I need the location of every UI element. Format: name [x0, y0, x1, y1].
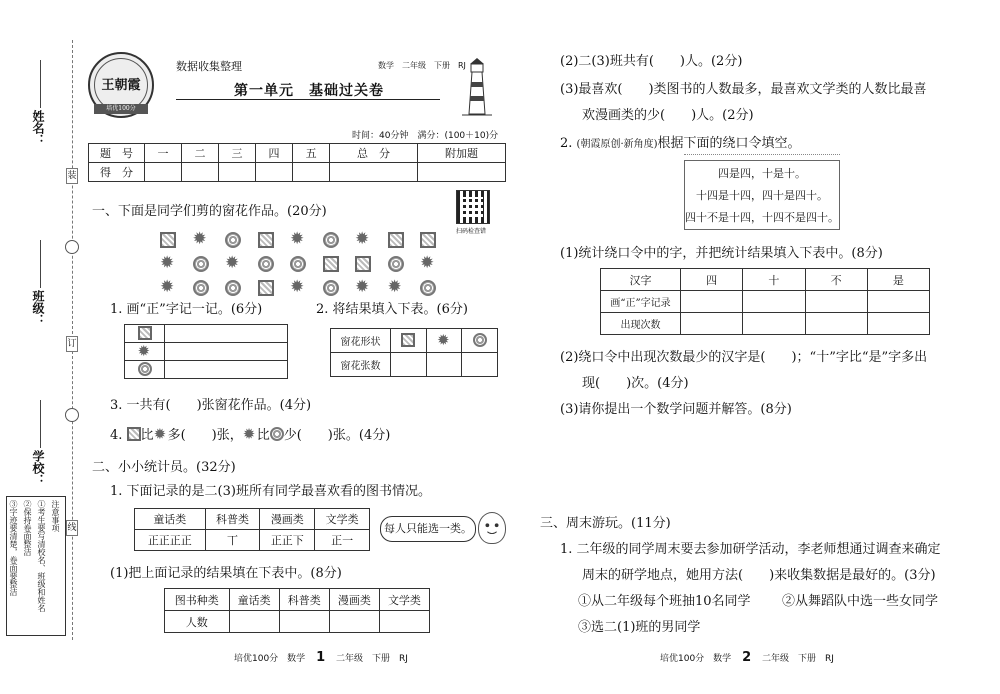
score-cell[interactable]: [182, 163, 219, 182]
tw-part2-line1: (2)绕口令中出现次数最少的汉字是( )；“十”字比“是”字多出: [560, 350, 928, 365]
record-value-row: [135, 530, 370, 551]
round-cut-icon: [225, 232, 241, 248]
count-shape-cell: [391, 329, 427, 353]
tw-part2-line2: 现( )次。(4分): [582, 376, 689, 391]
note-item: ③字迹要清楚，卷面要整洁: [9, 500, 18, 596]
score-row-label: 得 分: [89, 163, 145, 182]
square-cut-icon: [138, 326, 152, 340]
score-table: [88, 143, 506, 182]
fill-cell[interactable]: [279, 611, 329, 633]
footer-grade: 二年级 下册 RJ: [761, 654, 834, 664]
star-cut-icon: [243, 427, 257, 441]
seal-char: 线: [66, 520, 78, 536]
tw-header-cell: 不: [805, 269, 867, 291]
square-cut-icon: [401, 333, 415, 347]
score-header-cell: 总 分: [330, 144, 418, 163]
square-cut-icon: [258, 232, 274, 248]
record-header-cell: 童话类: [135, 509, 206, 530]
q3-option-3: ③选二(1)班的男同学: [578, 620, 701, 635]
tongue-twister-table: [600, 268, 930, 335]
record-header-cell: 科普类: [205, 509, 260, 530]
school-label: 学校：: [31, 450, 45, 486]
fill-header-cell: 文学类: [379, 589, 429, 611]
fill-header-row: [165, 589, 430, 611]
round-cut-icon: [323, 232, 339, 248]
unit-subtitle: 数据收集整理: [176, 60, 242, 73]
fill-row-label: 人数: [165, 611, 230, 633]
seal-char: 订: [66, 336, 78, 352]
footer-right: [660, 650, 834, 665]
footer-left: [234, 650, 408, 665]
q1-sub4-num: 4.: [110, 428, 123, 443]
tw-cell[interactable]: [805, 291, 867, 313]
round-cut-icon: [193, 256, 209, 272]
binding-strip: [0, 0, 82, 694]
tw-header-cell: 四: [681, 269, 743, 291]
poem-line: 四是四，十是十。: [718, 167, 806, 180]
q2-sub2-text: 根据下面的绕口令填空。: [657, 136, 801, 151]
footer-brand: 培优100分 数学: [234, 654, 306, 664]
qr-code-icon[interactable]: [456, 190, 490, 224]
record-value-cell: 丅: [205, 530, 260, 551]
tally-shape-cell: [125, 325, 165, 343]
star-cut-icon: [138, 344, 152, 358]
round-cut-icon: [388, 256, 404, 272]
count-cell[interactable]: [462, 353, 498, 377]
round-cut-icon: [258, 256, 274, 272]
q2-part3-line2: 欢漫画类的少( )人。(2分): [582, 108, 754, 123]
q3-sub1-line1: 1. 二年级的同学周末要去参加研学活动，李老师想通过调查来确定: [560, 542, 941, 557]
q2-part2: (2)二(3)班共有( )人。(2分): [560, 54, 743, 69]
count-row: [331, 353, 498, 377]
tally-row: [125, 325, 288, 343]
book-fill-table: [164, 588, 430, 633]
record-header-cell: 漫画类: [260, 509, 315, 530]
school-field[interactable]: [40, 400, 41, 448]
q1-sub4-text: 多( )张，: [167, 428, 243, 443]
class-label: 班级：: [31, 290, 45, 326]
grade-info: 数学 二年级 下册 RJ: [378, 61, 466, 70]
fill-cell[interactable]: [329, 611, 379, 633]
grid-row: [160, 228, 436, 252]
star-cut-icon: [290, 232, 306, 248]
q1-sub4: [110, 424, 390, 443]
q2-sub2: [560, 132, 801, 151]
binding-hole: [65, 240, 79, 254]
score-row: [89, 163, 506, 182]
q1-sub4-text: 比: [140, 428, 154, 443]
score-cell[interactable]: [145, 163, 182, 182]
count-table: [330, 328, 498, 377]
q2-part3-line1: (3)最喜欢( )类图书的人数最多，最喜欢文学类的人数比最喜: [560, 82, 927, 97]
count-shape-cell: [462, 329, 498, 353]
logo-brand-text: 王朝霞: [101, 78, 141, 93]
tally-cell[interactable]: [165, 325, 288, 343]
poem-line: 四十不是十四，十四不是四十。: [685, 211, 839, 224]
tally-cell[interactable]: [165, 361, 288, 379]
square-cut-icon: [160, 232, 176, 248]
tally-row: [125, 343, 288, 361]
tw-cell[interactable]: [805, 313, 867, 335]
lighthouse-icon: [462, 58, 492, 118]
section-1-title: 一、下面是同学们剪的窗花作品。(20分): [92, 204, 327, 219]
tally-shape-cell: [125, 343, 165, 361]
binding-hole: [65, 408, 79, 422]
tw-header-row: [601, 269, 930, 291]
q3-sub1-line2: 周末的研学地点，她用方法( )来收集数据是最好的。(3分): [582, 568, 936, 583]
fill-cell[interactable]: [229, 611, 279, 633]
star-cut-icon: [160, 256, 176, 272]
speech-bubble: 每人只能选一类。: [380, 516, 476, 542]
tw-cell[interactable]: [681, 291, 743, 313]
score-header-cell: 四: [256, 144, 293, 163]
footer-grade: 二年级 下册 RJ: [335, 654, 408, 664]
name-field[interactable]: [40, 60, 41, 108]
score-cell[interactable]: [418, 163, 506, 182]
score-header-row: [89, 144, 506, 163]
round-cut-icon: [270, 427, 284, 441]
score-cell[interactable]: [256, 163, 293, 182]
grid-row: [160, 276, 436, 300]
square-cut-icon: [355, 256, 371, 272]
q1-sub1: 1. 画“正”字记一记。(6分): [110, 302, 263, 317]
count-cell[interactable]: [426, 353, 462, 377]
fill-value-row: [165, 611, 430, 633]
star-cut-icon: [437, 333, 451, 347]
tw-header-cell: 十: [743, 269, 805, 291]
score-header-cell: 一: [145, 144, 182, 163]
tw-part3: (3)请你提出一个数学问题并解答。(8分): [560, 402, 792, 417]
header-divider: [176, 99, 440, 100]
square-cut-icon: [258, 280, 274, 296]
fill-header-cell: 图书种类: [165, 589, 230, 611]
q1-sub2: 2. 将结果填入下表。(6分): [316, 302, 468, 317]
score-cell[interactable]: [293, 163, 330, 182]
round-cut-icon: [323, 280, 339, 296]
count-row: [331, 329, 498, 353]
page-number: 2: [742, 650, 752, 665]
q2-sub1: 1. 下面记录的是二(3)班所有同学最喜欢看的图书情况。: [110, 484, 431, 499]
paper-cut-grid: [160, 228, 436, 300]
round-cut-icon: [420, 280, 436, 296]
notes-tag: 注意事项: [51, 500, 60, 532]
tw-header-cell: 是: [867, 269, 929, 291]
record-value-cell: 正一: [315, 530, 370, 551]
page-number: 1: [316, 650, 326, 665]
fill-header-cell: 科普类: [279, 589, 329, 611]
qr-caption: 扫码检查错: [456, 228, 487, 235]
star-cut-icon: [355, 232, 371, 248]
tally-shape-cell: [125, 361, 165, 379]
q2-part1: (1)把上面记录的结果填在下表中。(8分): [110, 566, 342, 581]
square-cut-icon: [388, 232, 404, 248]
record-value-cell: 正正下: [260, 530, 315, 551]
tw-row-label: 出现次数: [601, 313, 681, 335]
fill-cell[interactable]: [379, 611, 429, 633]
round-cut-icon: [473, 333, 487, 347]
score-header-cell: 五: [293, 144, 330, 163]
tw-cell[interactable]: [867, 291, 929, 313]
star-cut-icon: [193, 232, 209, 248]
tw-cell[interactable]: [867, 313, 929, 335]
score-header-cell: 附加题: [418, 144, 506, 163]
star-cut-icon: [420, 256, 436, 272]
star-cut-icon: [388, 280, 404, 296]
tw-cell[interactable]: [681, 313, 743, 335]
square-cut-icon: [420, 232, 436, 248]
brand-logo: [88, 52, 154, 118]
logo-ribbon: 培优100分: [94, 104, 148, 114]
tally-row: [125, 361, 288, 379]
score-cell[interactable]: [219, 163, 256, 182]
q2-sub2-num: 2.: [560, 136, 573, 151]
score-cell[interactable]: [330, 163, 418, 182]
tw-tally-row: [601, 291, 930, 313]
tw-cell[interactable]: [743, 313, 805, 335]
record-header-cell: 文学类: [315, 509, 370, 530]
q3-option-2: ②从舞蹈队中选一些女同学: [782, 594, 939, 609]
name-label: 姓名：: [31, 110, 45, 146]
q3-option-1: ①从二年级每个班抽10名同学: [578, 594, 751, 609]
count-cell[interactable]: [391, 353, 427, 377]
book-record-table: [134, 508, 370, 551]
record-value-cell: 正正正正: [135, 530, 206, 551]
score-header-cell: 二: [182, 144, 219, 163]
round-cut-icon: [138, 362, 152, 376]
star-cut-icon: [154, 427, 168, 441]
score-header-cell: 三: [219, 144, 256, 163]
star-cut-icon: [355, 280, 371, 296]
time-info: 时间：40分钟 满分：(100＋10)分: [352, 131, 499, 141]
q1-sub4-text: 比: [256, 428, 270, 443]
round-cut-icon: [225, 280, 241, 296]
round-cut-icon: [290, 256, 306, 272]
cartoon-face-icon: [478, 512, 506, 544]
tw-row-label: 画“正”字记录: [601, 291, 681, 313]
fill-header-cell: 童话类: [229, 589, 279, 611]
q1-sub3: 3. 一共有( )张窗花作品。(4分): [110, 398, 312, 413]
page-title: 第一单元 基础过关卷: [234, 83, 384, 99]
exam-notes: [6, 496, 66, 636]
round-cut-icon: [193, 280, 209, 296]
count-row-label: 窗花张数: [331, 353, 391, 377]
score-header-cell: 题 号: [89, 144, 145, 163]
record-header-row: [135, 509, 370, 530]
square-cut-icon: [323, 256, 339, 272]
tally-table: [124, 324, 288, 379]
seal-char: 装: [66, 168, 78, 184]
fill-header-cell: 漫画类: [329, 589, 379, 611]
note-item: ②保持卷面整洁: [23, 500, 32, 556]
tw-part1: (1)统计绕口令中的字，并把统计结果填入下表中。(8分): [560, 246, 883, 261]
star-cut-icon: [225, 256, 241, 272]
class-field[interactable]: [40, 240, 41, 288]
footer-brand: 培优100分 数学: [660, 654, 732, 664]
count-row-label: 窗花形状: [331, 329, 391, 353]
star-cut-icon: [290, 280, 306, 296]
note-item: ①考生要写清校名、班级和姓名: [37, 500, 46, 612]
grid-row: [160, 252, 436, 276]
square-cut-icon: [127, 427, 141, 441]
q1-sub4-text: 少( )张。(4分): [283, 428, 391, 443]
tw-header-cell: 汉字: [601, 269, 681, 291]
tally-cell[interactable]: [165, 343, 288, 361]
section-2-title: 二、小小统计员。(32分): [92, 460, 236, 475]
section-3-title: 三、周末游玩。(11分): [540, 516, 671, 531]
q2-sub2-tag: (朝霞原创·新角度): [576, 139, 658, 150]
star-cut-icon: [160, 280, 176, 296]
count-shape-cell: [426, 329, 462, 353]
tw-count-row: [601, 313, 930, 335]
tw-cell[interactable]: [743, 291, 805, 313]
poem-line: 十四是十四，四十是四十。: [696, 189, 828, 202]
tongue-twister-box: [684, 160, 840, 230]
